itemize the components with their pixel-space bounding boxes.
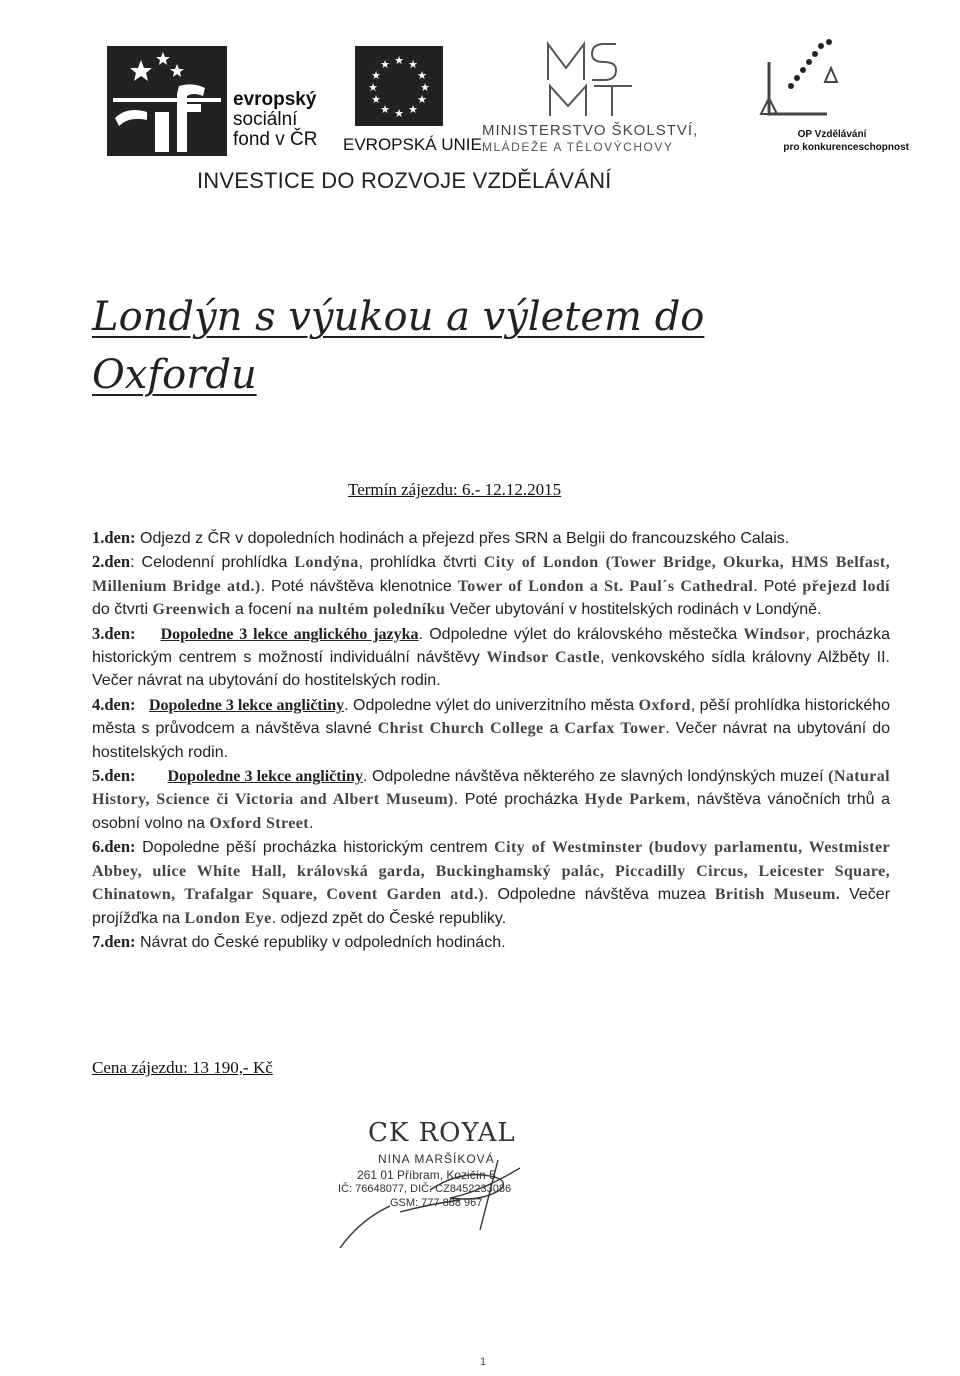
day-text: . Odpoledne návštěva muzea xyxy=(484,886,715,904)
svg-text:★: ★ xyxy=(380,103,390,116)
esf-line2: sociální xyxy=(233,109,298,130)
esf-mark-icon xyxy=(107,46,227,156)
day-highlight: (Natural History, Science či Victoria and Albert Museum) xyxy=(92,768,891,809)
day-lesson: Dopoledne 3 lekce angličtiny xyxy=(167,768,363,786)
day-label: 7.den: xyxy=(92,931,136,951)
day-highlight: Carfax Tower xyxy=(564,720,666,738)
day-text: , procházka historickým centrem s možností individuální návštěvy xyxy=(92,625,890,667)
day-highlight: Windsor xyxy=(743,625,806,643)
day-highlight: Oxford xyxy=(638,696,691,714)
esf-line3: fond v ČR xyxy=(233,129,318,150)
day-text: , prohlídka čtvrti xyxy=(358,554,484,572)
day-text: . Odpoledne návštěva některého ze slavných londýnských muzeí xyxy=(362,768,829,786)
day-text: Večer ubytování v hostitelských rodinách v Londýně. xyxy=(445,601,822,619)
stamp-gsm: GSM: 777 888 967 xyxy=(390,1197,483,1209)
day-highlight: London Eye xyxy=(184,909,272,927)
header-logos xyxy=(107,38,907,168)
svg-text:★: ★ xyxy=(371,93,381,106)
svg-text:★: ★ xyxy=(371,69,381,82)
day-label: 3.den: xyxy=(92,623,136,643)
day-3 xyxy=(92,622,890,693)
svg-text:★: ★ xyxy=(394,54,404,67)
stamp-ids: IČ: 76648077, DIČ: CZ8452233086 xyxy=(338,1183,512,1195)
day-highlight: Hyde Parkem xyxy=(584,791,686,809)
op-line1: OP Vzdělávání xyxy=(797,129,867,140)
day-highlight: Tower of London a St. Paul´s Cathedral xyxy=(457,577,754,595)
day-highlight: Londýna xyxy=(294,554,359,572)
day-label: 4.den: xyxy=(92,694,136,714)
day-text: . Poté návštěva klenotnice xyxy=(260,577,458,595)
day-4 xyxy=(92,693,890,764)
day-7 xyxy=(92,930,890,954)
svg-text:★: ★ xyxy=(408,58,418,71)
day-text: , venkovského sídla královny Alžběty II. Večer návrat na ubytování do hostitelských rodin. xyxy=(92,649,891,690)
company-stamp xyxy=(330,1110,560,1250)
op-line2: pro konkurenceschopnost xyxy=(783,142,909,153)
trip-term: Termín zájezdu: 6.- 12.12.2015 xyxy=(348,480,562,499)
tagline: INVESTICE DO ROZVOJE VZDĚLÁVÁNÍ xyxy=(197,168,612,193)
page-title: Londýn s výukou a výletem do Oxfordu xyxy=(92,294,705,398)
day-5 xyxy=(92,764,890,835)
ministry-line2: MLÁDEŽE A TĚLOVÝCHOVY xyxy=(482,140,674,154)
day-text: Odjezd z ČR v dopoledních hodinách a přejezd přes SRN a Belgii do francouzského Calais. xyxy=(135,530,790,547)
eu-label: EVROPSKÁ UNIE xyxy=(343,135,482,154)
op-arrow-icon xyxy=(757,38,847,118)
itinerary xyxy=(92,526,890,954)
svg-text:★: ★ xyxy=(394,107,404,120)
eu-flag-icon xyxy=(355,46,443,126)
day-text: . Poté xyxy=(753,577,803,595)
day-text: , pěší prohlídka historického města s průvodcem a návštěva slavné xyxy=(92,696,891,738)
day-text: . xyxy=(308,814,314,832)
day-label: 5.den: xyxy=(92,766,136,786)
svg-text:★: ★ xyxy=(368,81,378,94)
day-6 xyxy=(92,835,890,930)
day-text: a xyxy=(543,720,565,738)
esf-logo xyxy=(107,46,347,156)
day-text: Dopoledne pěší procházka historickým centrem xyxy=(135,839,495,857)
day-text: do čtvrti xyxy=(92,601,153,619)
day-highlight: na nultém poledníku xyxy=(296,601,446,619)
day-text: a focení xyxy=(230,601,297,619)
page-number: 1 xyxy=(480,1356,487,1368)
esf-text xyxy=(233,90,317,150)
ministry-line1: MINISTERSTVO ŠKOLSTVÍ, xyxy=(482,122,699,139)
day-text: . Poté procházka xyxy=(453,791,585,809)
day-highlight: Christ Church College xyxy=(377,720,544,738)
stamp-address: 261 01 Příbram, Kozičín 5 xyxy=(357,1168,496,1182)
day-2 xyxy=(92,550,890,621)
day-text: . Odpoledne výlet do královského městečka xyxy=(418,625,744,643)
svg-text:★: ★ xyxy=(408,103,418,116)
day-highlight: British Museum. xyxy=(714,886,841,904)
msmt-logo xyxy=(482,40,722,160)
day-highlight: City of London (Tower Bridge, Okurka, HMS Belfast, Millenium Bridge atd.) xyxy=(92,554,891,595)
day-highlight: Oxford Street xyxy=(209,814,309,832)
svg-text:★: ★ xyxy=(417,69,427,82)
day-text: : Celodenní prohlídka xyxy=(130,554,295,572)
svg-text:★: ★ xyxy=(380,58,390,71)
day-text: . Večer návrat na ubytování do hostitelských rodin. xyxy=(92,720,890,761)
op-logo xyxy=(717,38,907,158)
stamp-logo: CK ROYAL xyxy=(368,1118,516,1148)
day-1 xyxy=(92,526,890,550)
day-highlight: přejezd lodí xyxy=(802,577,891,595)
day-text: , návštěva vánočních trhů a osobní volno na xyxy=(92,791,891,832)
svg-text:★: ★ xyxy=(420,81,430,94)
day-highlight: City of Westminster (budovy parlamentu, Westmister Abbey, ulice White Hall, královská garda, Buckinghamský palác, Piccadilly Circus, Leicester Square, Chinatown, Trafalgar Square, Covent Garden atd.) xyxy=(92,839,891,904)
svg-text:★: ★ xyxy=(417,93,427,106)
signature-icon xyxy=(330,1140,560,1250)
day-highlight: Greenwich xyxy=(152,601,231,619)
day-lesson: Dopoledne 3 lekce anglického jazyka xyxy=(160,625,419,643)
msmt-mark-icon xyxy=(540,40,640,120)
day-lesson: Dopoledne 3 lekce angličtiny xyxy=(148,696,345,714)
trip-price: Cena zájezdu: 13 190,- Kč xyxy=(92,1058,273,1077)
day-label: 6.den: xyxy=(92,837,136,857)
eu-logo xyxy=(343,46,482,154)
day-highlight: Windsor Castle xyxy=(486,649,601,667)
day-text: Večer projížďka na xyxy=(92,886,891,927)
day-label: 1.den: xyxy=(92,528,136,547)
esf-line1: evropský xyxy=(233,89,317,110)
day-text: . odjezd zpět do České republiky. xyxy=(271,909,507,927)
day-text: Návrat do České republiky v odpoledních hodinách. xyxy=(135,933,506,951)
day-text: . Odpoledne výlet do univerzitního města xyxy=(344,696,639,714)
day-label: 2.den xyxy=(92,552,131,572)
stamp-name: NINA MARŠÍKOVÁ xyxy=(378,1152,495,1166)
